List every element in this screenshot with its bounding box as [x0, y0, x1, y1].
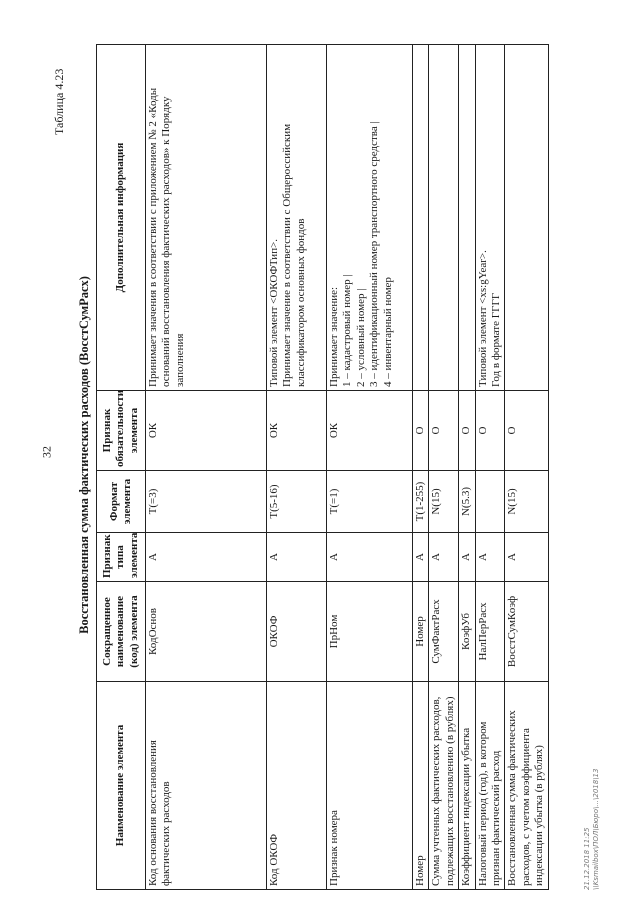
footer-timestamp: 21.12.2018 11:25	[583, 827, 591, 890]
table-row	[475, 45, 505, 890]
table-row	[413, 45, 429, 890]
table-row	[429, 45, 459, 890]
cell-code: КодОснов	[146, 582, 267, 682]
cell-info	[459, 45, 475, 391]
column-header-name: Наименование элемента	[97, 682, 146, 890]
table-row	[459, 45, 475, 890]
footer-stamp	[583, 769, 601, 890]
cell-name: Коэффициент индексации убытка	[459, 682, 475, 890]
cell-code: СумФактРасх	[429, 582, 459, 682]
footer-path: \\Ksmailbox\ПОЛ\Бюро\...\2018\13	[591, 768, 600, 890]
table-row	[267, 45, 327, 890]
cell-required: О	[429, 391, 459, 471]
cell-required: О	[505, 391, 548, 471]
cell-type: А	[146, 533, 267, 582]
cell-info: Типовой элемент <xs:gYear>. Год в формате ГГГГ	[475, 45, 505, 391]
cell-name: Восстановленная сумма фактических расходов, с учетом коэффициента индексации убытка (в рублях)	[505, 682, 548, 890]
table-row	[146, 45, 267, 890]
cell-required: О	[475, 391, 505, 471]
column-header-code: Сокращенное наименование (код) элемента	[97, 582, 146, 682]
cell-type: А	[505, 533, 548, 582]
cell-format: T(=1)	[327, 471, 413, 533]
column-header-required: Признак обязательности элемента	[97, 391, 146, 471]
column-header-format: Формат элемента	[97, 471, 146, 533]
cell-required: О	[413, 391, 429, 471]
cell-code: НалПерРасх	[475, 582, 505, 682]
table-row	[327, 45, 413, 890]
cell-name: Налоговый период (год), в котором признан фактический расход	[475, 682, 505, 890]
cell-info: Типовой элемент <ОКОФТип>. Принимает значение в соответствии с Общероссийским классификатором основных фондов	[267, 45, 327, 391]
cell-format: T(5-16)	[267, 471, 327, 533]
cell-type: А	[413, 533, 429, 582]
column-header-info: Дополнительная информация	[97, 45, 146, 391]
cell-code: ПрНом	[327, 582, 413, 682]
elements-table	[96, 44, 549, 890]
table-number: Таблица 4.23	[52, 68, 66, 135]
cell-code: ВосстСумКоэф	[505, 582, 548, 682]
table-row	[505, 45, 548, 890]
cell-format: T(1-255)	[413, 471, 429, 533]
cell-code: ОКОФ	[267, 582, 327, 682]
cell-format: N(5.3)	[459, 471, 475, 533]
cell-format: N(15)	[429, 471, 459, 533]
cell-name: Код основания восстановления фактических расходов	[146, 682, 267, 890]
column-header-type: Признак типа элемента	[97, 533, 146, 582]
cell-type: А	[267, 533, 327, 582]
cell-name: Признак номера	[327, 682, 413, 890]
cell-info	[429, 45, 459, 391]
cell-info	[505, 45, 548, 391]
cell-name: Сумма учтенных фактических расходов, подлежащих восстановлению (в рублях)	[429, 682, 459, 890]
cell-code: Номер	[413, 582, 429, 682]
cell-type: А	[429, 533, 459, 582]
cell-name: Номер	[413, 682, 429, 890]
cell-required: ОК	[327, 391, 413, 471]
cell-required: ОК	[267, 391, 327, 471]
cell-info: Принимает значение: 1 – кадастровый номер | 2 – условный номер | 3 – идентификационный номер транспортного средства | 4 – инвентарный номер	[327, 45, 413, 391]
table-title: Восстановленная сумма фактических расходов (ВосстСумРасх)	[77, 276, 91, 634]
cell-format: T(=3)	[146, 471, 267, 533]
cell-type: А	[327, 533, 413, 582]
cell-name: Код ОКОФ	[267, 682, 327, 890]
cell-code: КоэфУб	[459, 582, 475, 682]
table-header-row	[97, 45, 146, 890]
page-number: 32	[39, 446, 54, 458]
cell-required: ОК	[146, 391, 267, 471]
cell-format	[475, 471, 505, 533]
cell-format: N(15)	[505, 471, 548, 533]
cell-type: А	[475, 533, 505, 582]
cell-required: О	[459, 391, 475, 471]
cell-info	[413, 45, 429, 391]
cell-type: А	[459, 533, 475, 582]
cell-info: Принимает значения в соответствии с приложением № 2 «Коды оснований восстановления фактических расходов» к Порядку заполнения	[146, 45, 267, 391]
